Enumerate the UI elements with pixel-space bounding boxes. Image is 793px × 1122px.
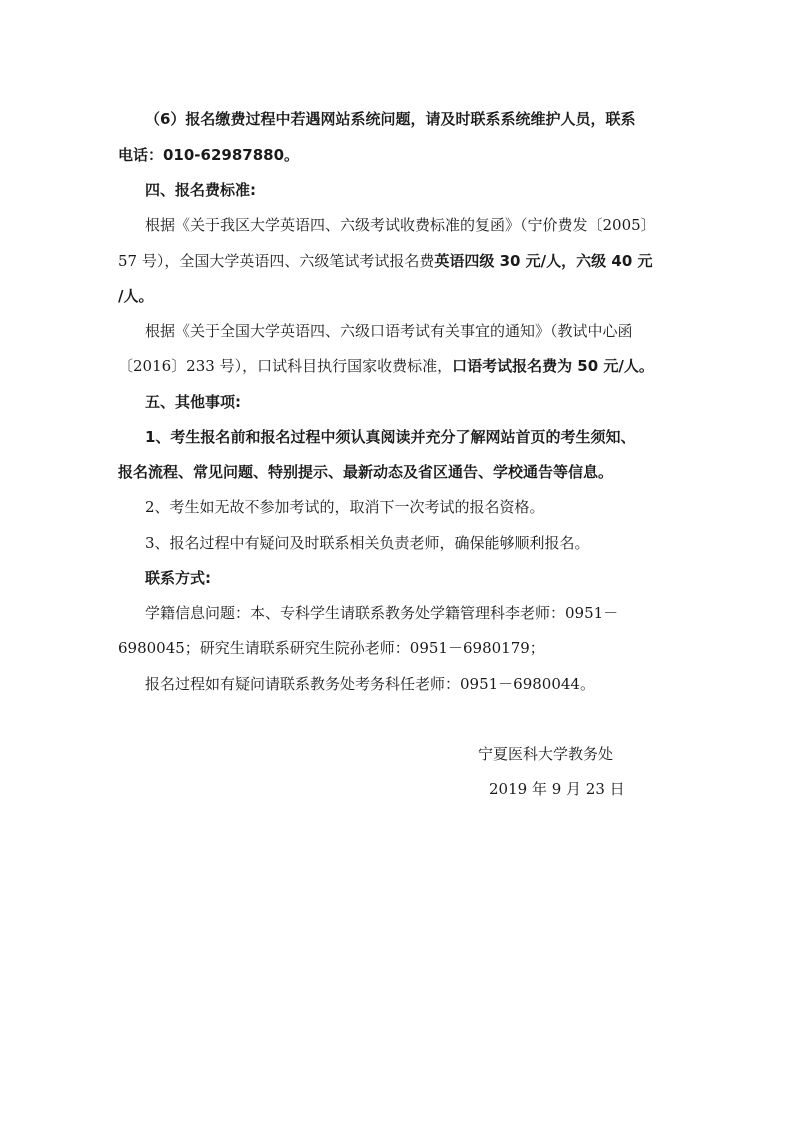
section-5-item1-line1: 1、考生报名前和报名过程中须认真阅读并充分了解网站首页的考生须知、	[145, 428, 636, 446]
section-4-para2-line2	[118, 356, 654, 376]
section-4-para1-line1: 根据《关于我区大学英语四、六级考试收费标准的复函》（宁价费发〔2005〕	[145, 216, 656, 234]
signature-org: 宁夏医科大学教务处	[478, 745, 614, 763]
section-4-para1-line2-bold: 英语四级 30 元/人，六级 40 元	[434, 252, 653, 270]
section-4-para2-line1: 根据《关于全国大学英语四、六级口语考试有关事宜的通知》（教试中心函	[145, 322, 633, 340]
contact-line-2: 6980045；研究生请联系研究生院孙老师：0951－6980179；	[118, 639, 545, 657]
section-5-item3: 3、报名过程中有疑问及时联系相关负责老师，确保能够顺利报名。	[145, 534, 590, 552]
contact-line-1: 学籍信息问题：本、专科学生请联系教务处学籍管理科李老师：0951－	[145, 604, 619, 622]
section-4-para2-line2-normal: 〔2016〕233 号），口试科目执行国家收费标准，	[118, 357, 453, 375]
section-5-item1-line2: 报名流程、常见问题、特别提示、最新动态及省区通告、学校通告等信息。	[118, 463, 614, 481]
section-4-para2-line2-bold: 口语考试报名费为 50 元/人。	[452, 357, 654, 375]
section-4-heading: 四、报名费标准:	[145, 181, 256, 199]
section-4-para1-line2-normal: 57 号），全国大学英语四、六级笔试考试报名费	[118, 252, 435, 270]
section-5-heading: 五、其他事项:	[145, 393, 241, 411]
contact-heading: 联系方式:	[145, 569, 211, 587]
signature-date: 2019 年 9 月 23 日	[489, 780, 625, 798]
contact-line-3: 报名过程如有疑问请联系教务处考务科任老师：0951－6980044。	[145, 675, 595, 693]
section-6-line-2: 电话：010-62987880。	[118, 146, 300, 164]
section-5-item2: 2、考生如无故不参加考试的，取消下一次考试的报名资格。	[145, 498, 545, 516]
section-4-para1-line2	[118, 251, 652, 271]
section-6-line-1: （6）报名缴费过程中若遇网站系统问题，请及时联系系统维护人员，联系	[145, 110, 636, 128]
section-4-para1-line3: /人。	[118, 287, 154, 305]
